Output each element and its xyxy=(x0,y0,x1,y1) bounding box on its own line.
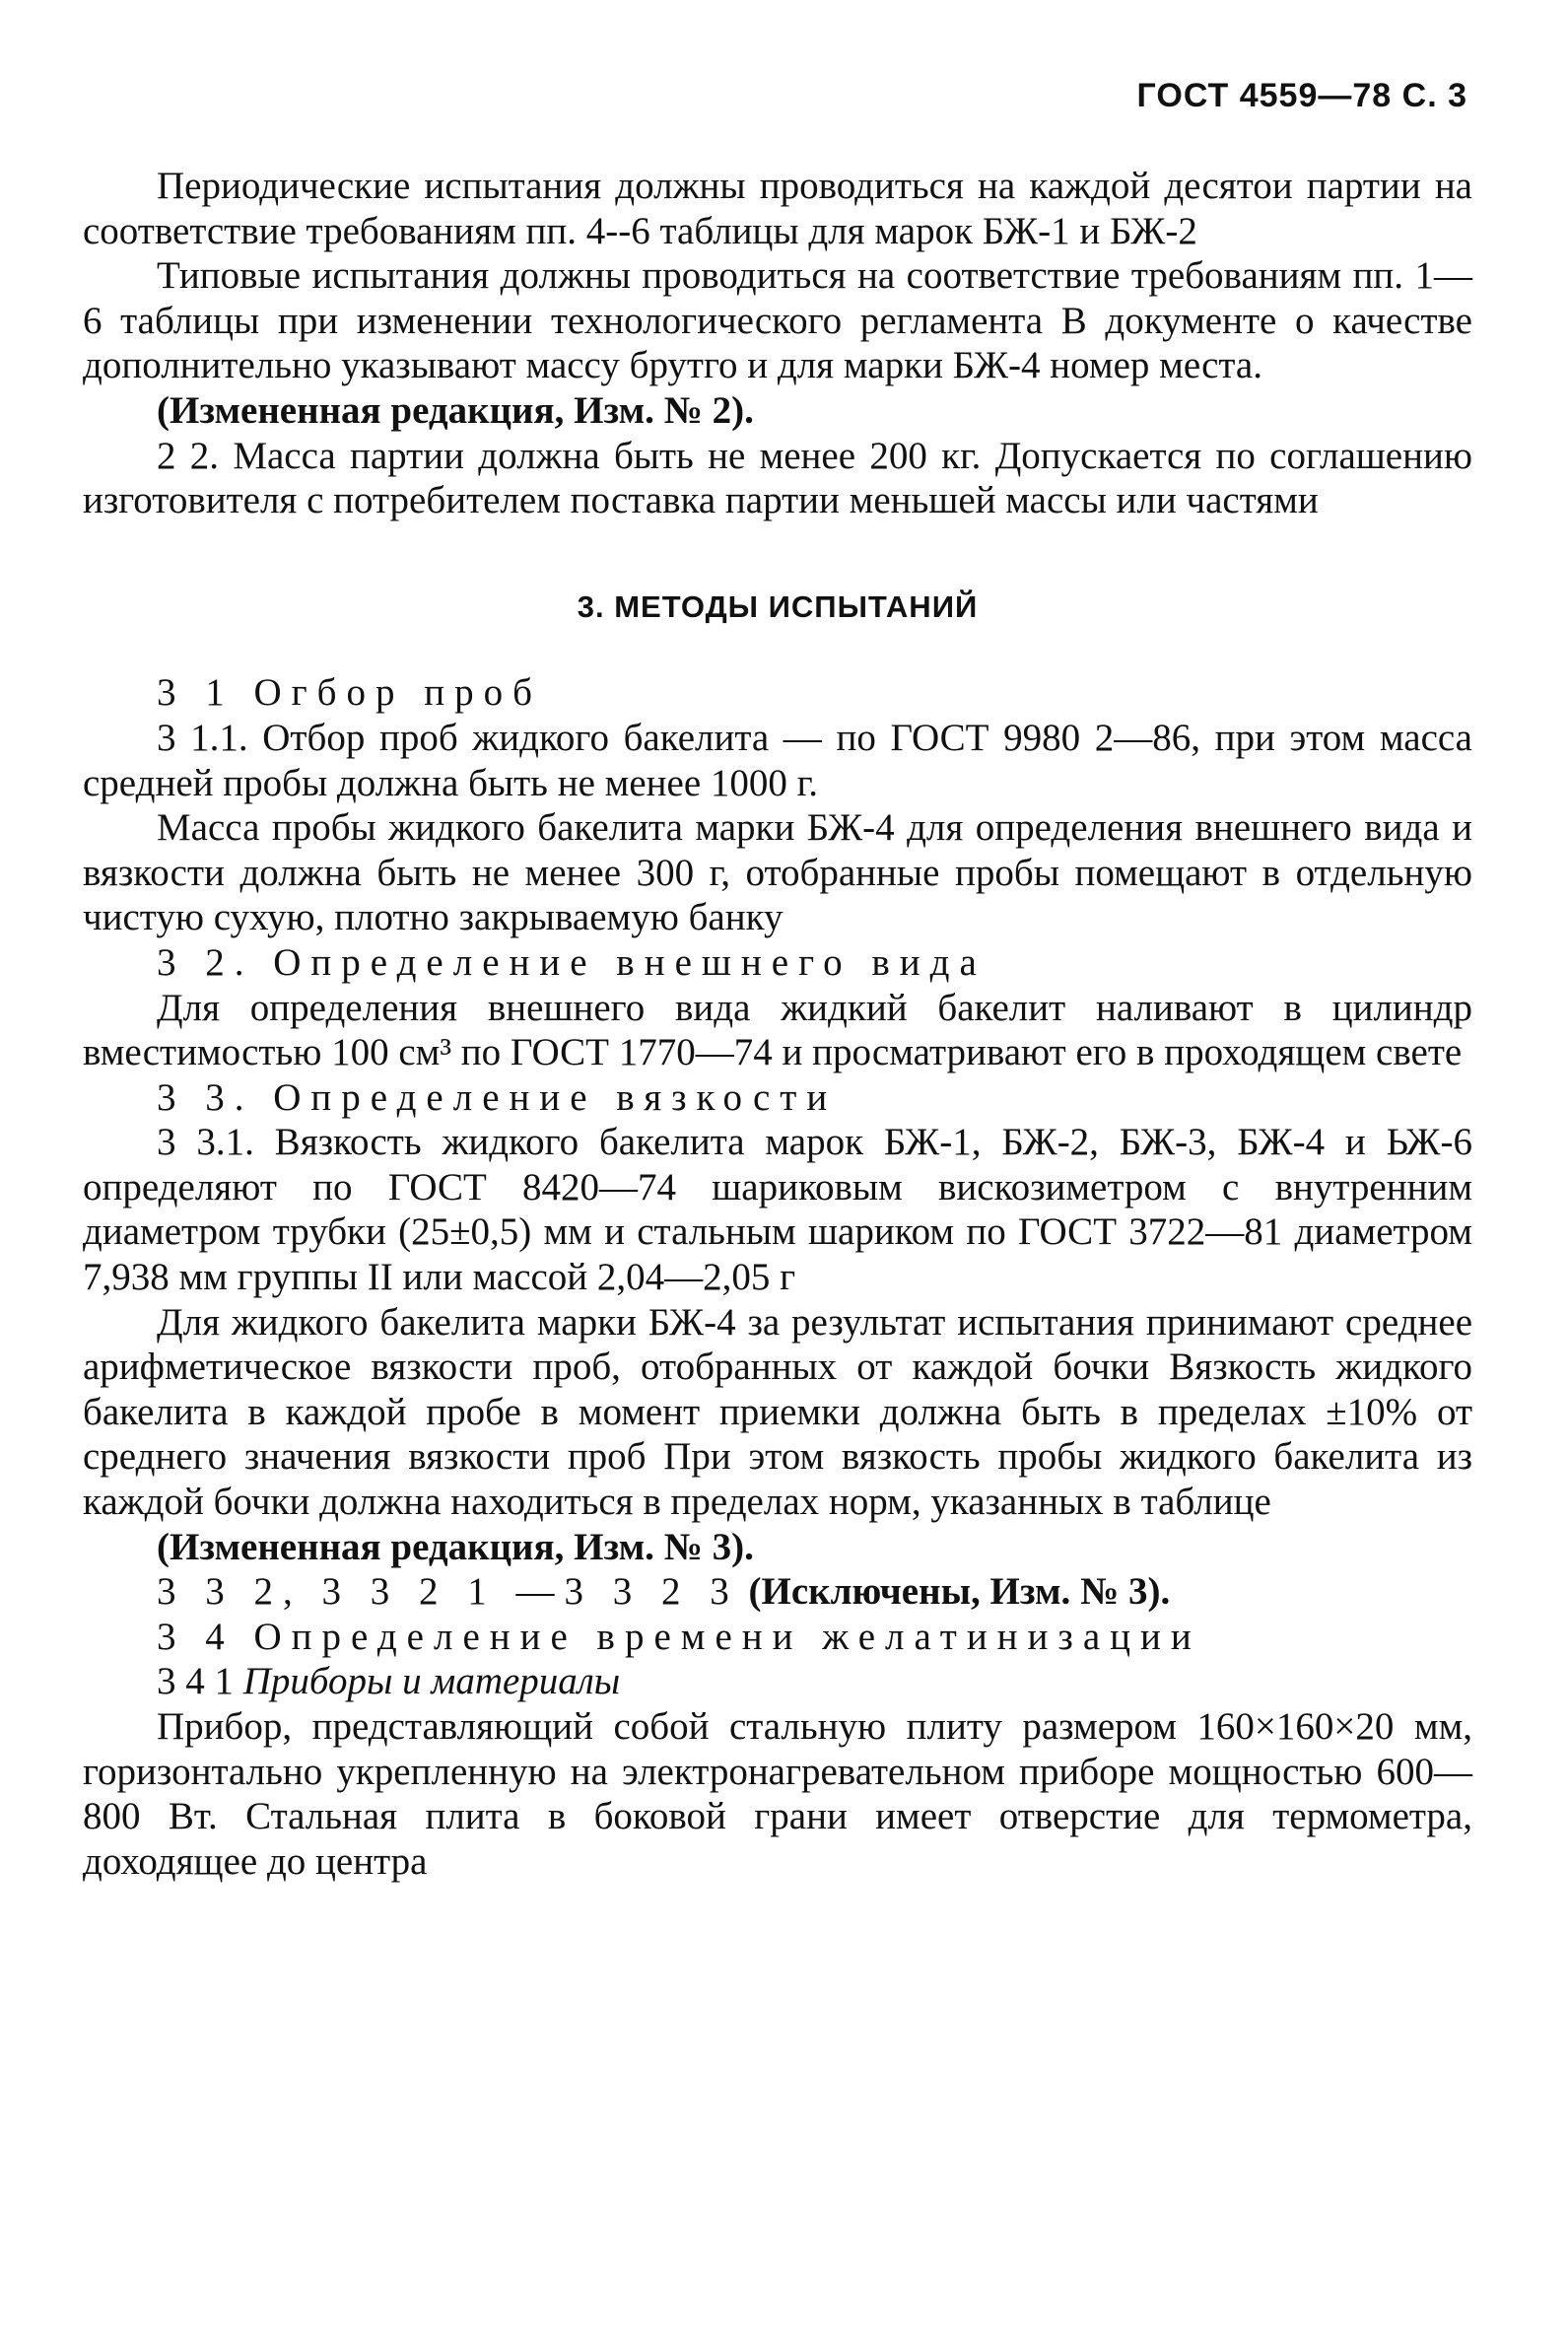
section-title: 3. МЕТОДЫ ИСПЫТАНИЙ xyxy=(577,588,979,624)
heading-3-4: 3 4 Определение времени желатинизации xyxy=(157,1615,1201,1658)
paragraph-apparatus: Прибор, представляющий собой стальную плиту размером 160×160×20 мм, горизонтально укрепленную на электронагревательном приборе мощностью 600—800 Вт. Стальная плита в боковой грани имеет отверстие для термометра, доходящее до центра xyxy=(83,1705,1472,1883)
heading-3-4-1-number: 3 4 1 xyxy=(157,1660,234,1703)
excluded-note: (Исключены, Изм. № 3). xyxy=(748,1570,1171,1614)
paragraph-3-1-1: 3 1.1. Отбор проб жидкого бакелита — по ГОСТ 9980 2—86, при этом масса средней пробы должна быть не менее 1000 г. xyxy=(83,716,1472,804)
paragraph-excluded xyxy=(83,1569,1472,1615)
heading-3-2: 3 2. Определение внешнего вида xyxy=(157,940,987,984)
excluded-clause-numbers: 3 3 2, 3 3 2 1 —3 3 2 3 xyxy=(157,1570,739,1614)
paragraph-3-3-1: 3 3.1. Вязкость жидкого бакелита марок БЖ-1, БЖ-2, БЖ-3, БЖ-4 и ЬЖ-6 определяют по ГОСТ 8420—74 шариковым вискозиметром с внутренним диаметром трубки (25±0,5) мм и стальным шариком по ГОСТ 3722—81 диаметром 7,938 мм группы II или массой 2,04—2,05 г xyxy=(83,1121,1472,1299)
paragraph-viscosity-result: Для жидкого бакелита марки БЖ-4 за результат испытания принимают среднее арифметическое вязкости проб, отобранных от каждой бочки Вязкость жидкого бакелита в каждой пробе в момент приемки должна быть в пределах ±10% от среднего значения вязкости проб При этом вязкость пробы жидкого бакелита из каждой бочки должна находиться в пределах норм, указанных в таблице xyxy=(83,1300,1472,1524)
paragraph-type-tests: Типовые испытания должны проводиться на соответствие требованиям пп. 1—6 таблицы при изменении технологического регламента В документе о качестве дополнительно указывают массу брутго и для марки БЖ-4 номер места. xyxy=(83,254,1472,387)
amendment-note-3: (Измененная редакция, Изм. № 3). xyxy=(157,1525,754,1568)
paragraph-periodic-tests: Периодические испытания должны проводиться на каждой десятои партии на соответствие требованиям пп. 4--6 таблицы для марок БЖ-1 и БЖ-2 xyxy=(83,165,1472,252)
heading-3-4-1-title: Приборы и материалы xyxy=(242,1660,621,1703)
amendment-note-2: (Измененная редакция, Изм. № 2). xyxy=(157,388,754,432)
body-text xyxy=(83,164,1472,1884)
paragraph-sample-mass: Масса пробы жидкого бакелита марки БЖ-4 для определения внешнего вида и вязкости должна быть не менее 300 г, отобранные пробы помещают в отдельную чистую сухую, плотно закрываемую банку xyxy=(83,806,1472,939)
heading-3-1: 3 1 Огбор проб xyxy=(157,671,542,715)
paragraph-2-2: 2 2. Масса партии должна быть не менее 200 кг. Допускается по соглашению изготовителя с потребителем поставка партии меньшей массы или частями xyxy=(83,434,1472,522)
paragraph-appearance: Для определения внешнего вида жидкий бакелит наливают в цилиндр вместимостью 100 см³ по ГОСТ 1770—74 и просматривают его в проходящем свете xyxy=(83,986,1472,1074)
running-header: ГОСТ 4559—78 С. 3 xyxy=(1136,77,1467,114)
heading-3-4-1 xyxy=(83,1659,1472,1704)
heading-3-3: 3 3. Определение вязкости xyxy=(157,1075,838,1119)
